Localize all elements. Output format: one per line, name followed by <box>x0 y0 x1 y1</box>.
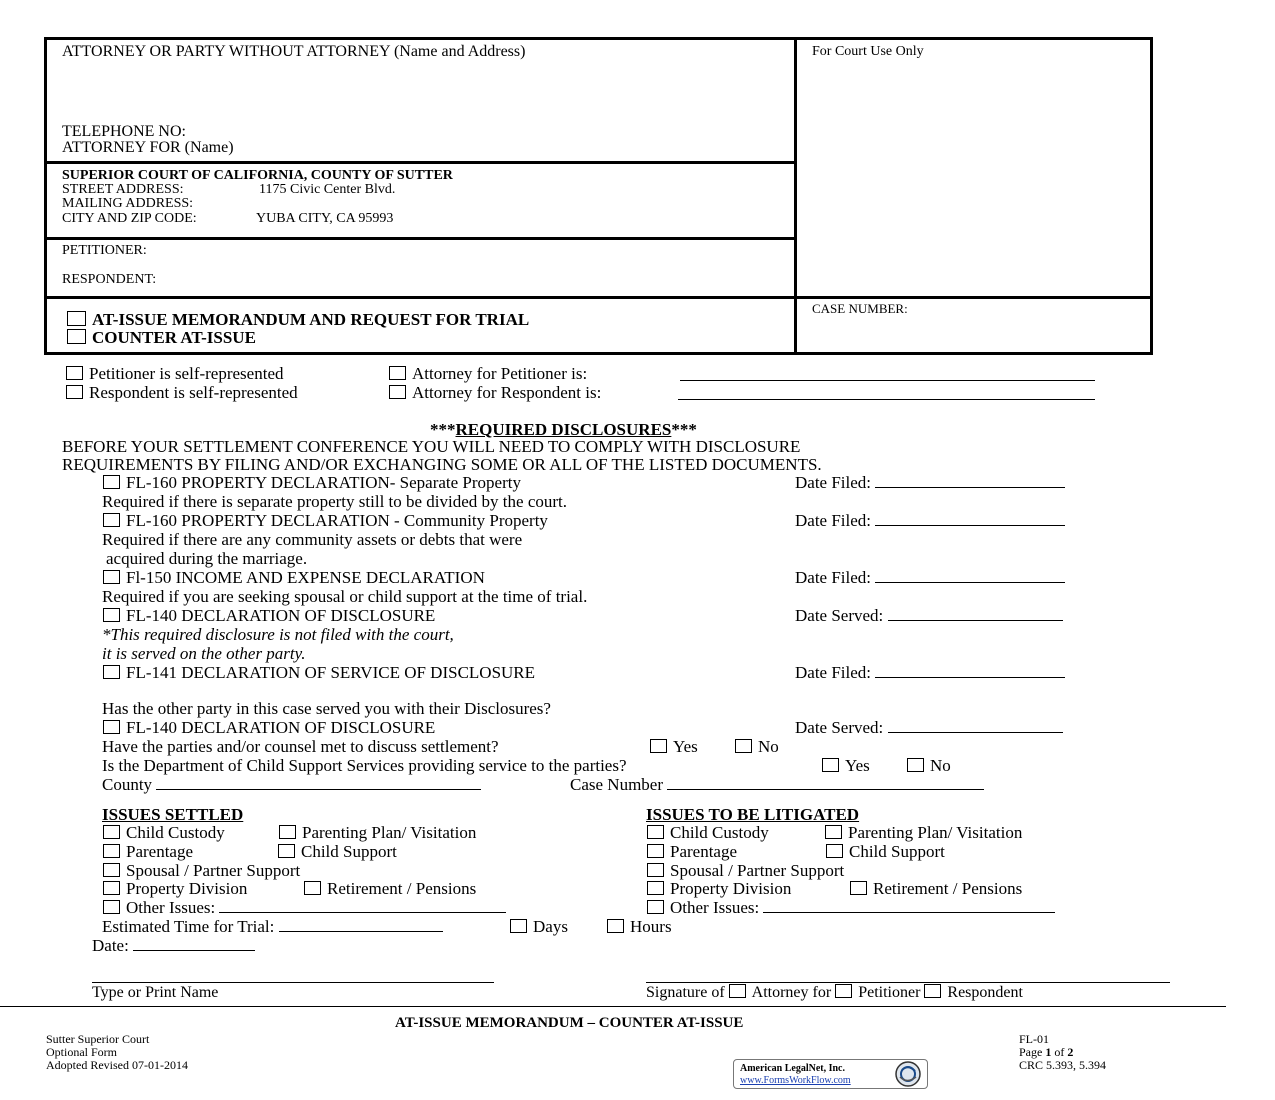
l-child-custody-row <box>647 823 769 843</box>
l-property-label: Property Division <box>670 879 792 898</box>
item2-checkbox[interactable] <box>103 513 120 527</box>
footer-divider <box>0 1006 1226 1007</box>
other-party-question: Has the other party in this case served you with their Disclosures? <box>102 699 551 718</box>
item5-date-label: Date Filed: <box>795 663 872 682</box>
name-line[interactable] <box>92 982 494 983</box>
sig-petitioner-label: Petitioner <box>858 984 921 1001</box>
s-retirement-row <box>304 879 476 899</box>
met-yes-checkbox[interactable] <box>650 739 667 753</box>
at-issue-checkbox[interactable] <box>67 311 86 326</box>
intro-line-2: REQUIREMENTS BY FILING AND/OR EXCHANGING SOME OR ALL OF THE LISTED DOCUMENTS. <box>62 455 822 474</box>
case-number-label: CASE NUMBER: <box>812 301 908 316</box>
street-value: 1175 Civic Center Blvd. <box>259 182 396 197</box>
item5-date <box>795 663 1065 683</box>
att-pet-label: Attorney for Petitioner is: <box>412 364 588 383</box>
item2-date <box>795 511 1065 531</box>
page-word: Page <box>1019 1045 1043 1059</box>
s-retirement-label: Retirement / Pensions <box>327 879 477 898</box>
s-child-custody-label: Child Custody <box>126 823 225 842</box>
county-row <box>102 775 481 795</box>
item2-note-1: Required if there are any community assets or debts that were <box>102 530 523 549</box>
met-no-label: No <box>758 737 779 756</box>
logo-url[interactable]: www.FormsWorkFlow.com <box>740 1075 851 1086</box>
s-spousal-label: Spousal / Partner Support <box>126 861 301 880</box>
pet-self-label: Petitioner is self-represented <box>89 364 284 383</box>
item4-date-label: Date Served: <box>795 606 884 625</box>
case-number-row <box>570 775 984 795</box>
county-field[interactable] <box>156 776 481 790</box>
resp-self-label: Respondent is self-represented <box>89 383 298 402</box>
l-spousal-row <box>647 861 844 881</box>
est-time-label: Estimated Time for Trial: <box>102 917 275 936</box>
sig-respondent-checkbox[interactable] <box>924 984 941 998</box>
s-child-support-checkbox[interactable] <box>278 844 295 858</box>
globe-icon <box>891 1060 925 1088</box>
days-row <box>510 917 568 937</box>
attorney-for-label: ATTORNEY FOR (Name) <box>62 139 234 156</box>
s-child-custody-checkbox[interactable] <box>103 825 120 839</box>
title-at-issue: AT-ISSUE MEMORANDUM AND REQUEST FOR TRIAL <box>92 310 530 329</box>
court-name: SUPERIOR COURT OF CALIFORNIA, COUNTY OF SUTTER <box>62 168 453 183</box>
item1-row <box>103 473 521 493</box>
attorney-label: ATTORNEY OR PARTY WITHOUT ATTORNEY (Name and Address) <box>62 43 526 60</box>
att-pet-line[interactable] <box>680 380 1095 381</box>
s-spousal-checkbox[interactable] <box>103 863 120 877</box>
item1-note: Required if there is separate property still to be divided by the court. <box>102 492 568 511</box>
l-parentage-label: Parentage <box>670 842 738 861</box>
l-spousal-label: Spousal / Partner Support <box>670 861 845 880</box>
s-other-row <box>103 898 506 918</box>
item4-note-2: it is served on the other party. <box>102 644 306 663</box>
type-name-label: Type or Print Name <box>92 984 219 1001</box>
s-child-support-label: Child Support <box>301 842 397 861</box>
footer-optional: Optional Form <box>46 1045 117 1059</box>
l-retirement-checkbox[interactable] <box>850 881 867 895</box>
issues-settled-heading: ISSUES SETTLED <box>102 805 244 824</box>
case-number-field-label: Case Number <box>570 775 664 794</box>
telephone-label: TELEPHONE NO: <box>62 123 186 140</box>
court-use-box <box>794 37 1153 299</box>
title-counter: COUNTER AT-ISSUE <box>92 328 256 347</box>
s-parenting-label: Parenting Plan/ Visitation <box>302 823 477 842</box>
item3-label: Fl-150 INCOME AND EXPENSE DECLARATION <box>126 568 485 587</box>
heading-prefix: *** <box>430 420 456 439</box>
item6-row <box>103 718 435 738</box>
signature-of-label: Signature of <box>646 984 725 1001</box>
item1-date <box>795 473 1065 493</box>
s-child-custody-row <box>103 823 225 843</box>
logo-name: American LegalNet, Inc. <box>740 1063 845 1074</box>
court-use-label: For Court Use Only <box>812 44 924 59</box>
s-spousal-row <box>103 861 300 881</box>
met-question: Have the parties and/or counsel met to discuss settlement? <box>102 737 499 756</box>
item5-date-field[interactable] <box>875 664 1065 678</box>
item4-label: FL-140 DECLARATION OF DISCLOSURE <box>126 606 436 625</box>
dcss-no-label: No <box>930 756 951 775</box>
s-parenting-row <box>279 823 476 843</box>
page-of: of <box>1054 1045 1065 1059</box>
date-field[interactable] <box>133 937 255 951</box>
title-counter-row <box>67 328 256 348</box>
petitioner-label: PETITIONER: <box>62 243 147 258</box>
s-property-label: Property Division <box>126 879 248 898</box>
l-other-checkbox[interactable] <box>647 900 664 914</box>
l-child-support-label: Child Support <box>849 842 945 861</box>
item6-checkbox[interactable] <box>103 720 120 734</box>
l-child-support-checkbox[interactable] <box>826 844 843 858</box>
hours-checkbox[interactable] <box>607 919 624 933</box>
item1-date-field[interactable] <box>875 474 1065 488</box>
item2-row <box>103 511 548 531</box>
dcss-yes-row <box>822 756 870 776</box>
item4-date-field[interactable] <box>888 607 1063 621</box>
item1-label: FL-160 PROPERTY DECLARATION- Separate Property <box>126 473 521 492</box>
item3-date-field[interactable] <box>875 569 1065 583</box>
s-parentage-row <box>103 842 193 862</box>
s-parentage-checkbox[interactable] <box>103 844 120 858</box>
l-parenting-checkbox[interactable] <box>825 825 842 839</box>
met-yes-label: Yes <box>673 737 698 756</box>
l-other-field[interactable] <box>763 899 1055 913</box>
dcss-question: Is the Department of Child Support Services providing service to the parties? <box>102 756 627 775</box>
item3-checkbox[interactable] <box>103 570 120 584</box>
item6-label: FL-140 DECLARATION OF DISCLOSURE <box>126 718 436 737</box>
item6-date-field[interactable] <box>888 719 1063 733</box>
att-pet-checkbox[interactable] <box>389 366 406 380</box>
resp-self-row <box>66 383 298 403</box>
dcss-yes-checkbox[interactable] <box>822 758 839 772</box>
counter-at-issue-checkbox[interactable] <box>67 329 86 344</box>
page-num: 1 <box>1045 1045 1052 1059</box>
street-label: STREET ADDRESS: <box>62 182 184 197</box>
l-property-row <box>647 879 791 899</box>
item5-checkbox[interactable] <box>103 665 120 679</box>
att-pet-row <box>389 364 587 384</box>
est-time-field[interactable] <box>279 918 443 932</box>
signature-row <box>646 984 1023 1002</box>
days-label: Days <box>533 917 568 936</box>
l-other-row <box>647 898 1055 918</box>
footer-court: Sutter Superior Court <box>46 1032 150 1046</box>
att-resp-checkbox[interactable] <box>389 385 406 399</box>
met-no-row <box>735 737 779 757</box>
l-parentage-checkbox[interactable] <box>647 844 664 858</box>
hours-label: Hours <box>630 917 672 936</box>
parties-box <box>44 237 797 299</box>
s-other-label: Other Issues: <box>126 898 216 917</box>
signature-line[interactable] <box>646 982 1170 983</box>
heading-suffix: *** <box>671 420 697 439</box>
s-other-field[interactable] <box>219 899 506 913</box>
footer-title: AT-ISSUE MEMORANDUM – COUNTER AT-ISSUE <box>395 1015 744 1031</box>
att-resp-row <box>389 383 601 403</box>
city-label: CITY AND ZIP CODE: <box>62 211 197 226</box>
item3-date-label: Date Filed: <box>795 568 872 587</box>
item5-label: FL-141 DECLARATION OF SERVICE OF DISCLOSURE <box>126 663 536 682</box>
met-no-checkbox[interactable] <box>735 739 752 753</box>
item3-row <box>103 568 485 588</box>
item6-date-label: Date Served: <box>795 718 884 737</box>
item2-date-label: Date Filed: <box>795 511 872 530</box>
item3-note: Required if you are seeking spousal or child support at the time of trial. <box>102 587 588 606</box>
heading-text: REQUIRED DISCLOSURES <box>455 420 672 439</box>
days-checkbox[interactable] <box>510 919 527 933</box>
mailing-label: MAILING ADDRESS: <box>62 196 194 211</box>
item2-note-2: acquired during the marriage. <box>106 549 308 568</box>
date-label: Date: <box>92 936 129 955</box>
l-parenting-label: Parenting Plan/ Visitation <box>848 823 1023 842</box>
page-total: 2 <box>1067 1045 1074 1059</box>
hours-row <box>607 917 672 937</box>
l-parenting-row <box>825 823 1022 843</box>
att-resp-label: Attorney for Respondent is: <box>412 383 602 402</box>
item1-checkbox[interactable] <box>103 475 120 489</box>
dcss-no-checkbox[interactable] <box>907 758 924 772</box>
sig-attorney-label: Attorney for <box>751 984 832 1001</box>
footer-form-id: FL-01 <box>1019 1032 1049 1046</box>
met-yes-row <box>650 737 698 757</box>
att-resp-line[interactable] <box>678 399 1095 400</box>
l-child-custody-label: Child Custody <box>670 823 769 842</box>
l-property-checkbox[interactable] <box>647 881 664 895</box>
l-other-label: Other Issues: <box>670 898 760 917</box>
pet-self-checkbox[interactable] <box>66 366 83 380</box>
s-parentage-label: Parentage <box>126 842 194 861</box>
item4-note-1: *This required disclosure is not filed with the court, <box>102 625 454 644</box>
case-number-field[interactable] <box>667 776 984 790</box>
l-spousal-checkbox[interactable] <box>647 863 664 877</box>
pet-self-row <box>66 364 284 384</box>
sig-petitioner-checkbox[interactable] <box>835 984 852 998</box>
item4-checkbox[interactable] <box>103 608 120 622</box>
item4-row <box>103 606 435 626</box>
s-property-checkbox[interactable] <box>103 881 120 895</box>
sig-attorney-checkbox[interactable] <box>729 984 746 998</box>
est-time-row <box>102 917 443 937</box>
item4-date <box>795 606 1063 626</box>
title-at-issue-row <box>67 310 529 330</box>
item1-date-label: Date Filed: <box>795 473 872 492</box>
s-parenting-checkbox[interactable] <box>279 825 296 839</box>
item3-date <box>795 568 1065 588</box>
dcss-yes-label: Yes <box>845 756 870 775</box>
l-retirement-row <box>850 879 1022 899</box>
date-row <box>92 936 255 956</box>
l-parentage-row <box>647 842 737 862</box>
footer-crc: CRC 5.393, 5.394 <box>1019 1058 1107 1072</box>
s-child-support-row <box>278 842 397 862</box>
s-retirement-checkbox[interactable] <box>304 881 321 895</box>
item5-row <box>103 663 535 683</box>
issues-litigated-heading: ISSUES TO BE LITIGATED <box>646 805 860 824</box>
item2-date-field[interactable] <box>875 512 1065 526</box>
s-other-checkbox[interactable] <box>103 900 120 914</box>
resp-self-checkbox[interactable] <box>66 385 83 399</box>
item2-label: FL-160 PROPERTY DECLARATION - Community Property <box>126 511 548 530</box>
respondent-label: RESPONDENT: <box>62 272 157 287</box>
footer-adopted: Adopted Revised 07-01-2014 <box>46 1058 188 1072</box>
intro-line-1: BEFORE YOUR SETTLEMENT CONFERENCE YOU WILL NEED TO COMPLY WITH DISCLOSURE <box>62 437 801 456</box>
county-label: County <box>102 775 153 794</box>
sig-respondent-label: Respondent <box>947 984 1023 1001</box>
s-property-row <box>103 879 247 899</box>
l-child-custody-checkbox[interactable] <box>647 825 664 839</box>
item6-date <box>795 718 1063 738</box>
l-retirement-label: Retirement / Pensions <box>873 879 1023 898</box>
l-child-support-row <box>826 842 945 862</box>
dcss-no-row <box>907 756 951 776</box>
city-value: YUBA CITY, CA 95993 <box>256 211 394 226</box>
legalnet-logo[interactable] <box>733 1059 928 1089</box>
